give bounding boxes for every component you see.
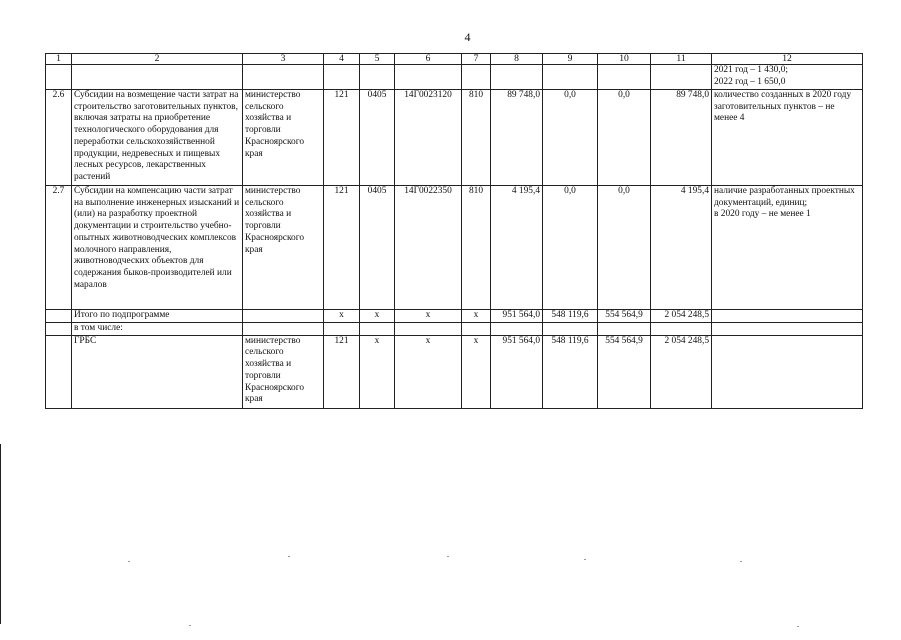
column-header: 6 [395,54,462,65]
row-result [712,323,863,336]
row-col10: 554 564,9 [598,335,651,408]
row-name: Итого по подпрограмме [72,310,243,323]
row-col4: х [324,310,360,323]
scan-speck [128,561,130,562]
column-header: 5 [360,54,395,65]
row-col8: 951 564,0 [491,310,543,323]
row-ministry: министерство сельского хозяйства и торговли Красноярского края [243,186,324,310]
row-col9: 0,0 [543,90,598,186]
row-ministry [243,323,324,336]
row-col6: х [395,335,462,408]
table-row-total [46,310,863,323]
row-col6: 14Г0023120 [395,90,462,186]
row-col5 [360,323,395,336]
budget-table [45,53,863,409]
row-col11: 4 195,4 [651,186,712,310]
row-col11: 2 054 248,5 [651,335,712,408]
row-col11 [651,323,712,336]
row-number [46,335,72,408]
row-col10: 0,0 [598,90,651,186]
row-col8 [491,323,543,336]
row-col4 [324,323,360,336]
row-ministry: министерство сельского хозяйства и торговли Красноярского края [243,335,324,408]
table-row [46,90,863,186]
row-col5: х [360,310,395,323]
column-header: 2 [72,54,243,65]
row-col9: 548 119,6 [543,310,598,323]
row-result: 2021 год – 1 430,0; 2022 год – 1 650,0 [712,65,863,90]
scan-speck [740,561,742,562]
row-col7: х [462,335,491,408]
column-header: 10 [598,54,651,65]
column-header: 7 [462,54,491,65]
row-result: наличие разработанных проектных документаций, единиц; в 2020 году – не менее 1 [712,186,863,310]
row-col6: 14Г0022350 [395,186,462,310]
row-result: количество созданных в 2020 году заготовительных пунктов – не менее 4 [712,90,863,186]
table-row-grbs [46,335,863,408]
row-col6 [395,323,462,336]
row-number: 2.7 [46,186,72,310]
row-number: 2.6 [46,90,72,186]
column-header: 11 [651,54,712,65]
row-col10: 554 564,9 [598,310,651,323]
row-name [72,65,243,90]
row-col10 [598,65,651,90]
row-col4: 121 [324,90,360,186]
row-col7 [462,65,491,90]
column-header: 9 [543,54,598,65]
row-col4: 121 [324,186,360,310]
row-col8: 89 748,0 [491,90,543,186]
row-result [712,310,863,323]
table-row [46,186,863,310]
row-col5 [360,65,395,90]
row-ministry: министерство сельского хозяйства и торговли Красноярского края [243,90,324,186]
row-col5: 0405 [360,90,395,186]
row-name: Субсидии на возмещение части затрат на строительство заготовительных пунктов, включая затраты на приобретение технологического оборудования для переработки сельскохозяйственной продукции, недревесных и пищевых лесных ресурсов, лекарственных растений [72,90,243,186]
row-name: ГРБС [72,335,243,408]
row-col6 [395,65,462,90]
row-col8: 951 564,0 [491,335,543,408]
row-col6: х [395,310,462,323]
column-header: 4 [324,54,360,65]
row-number [46,310,72,323]
row-col4: 121 [324,335,360,408]
row-col9: 0,0 [543,186,598,310]
column-header: 12 [712,54,863,65]
row-col11 [651,65,712,90]
scan-speck [797,626,799,627]
scan-speck [288,556,290,557]
scan-speck [447,556,449,557]
row-col5: 0405 [360,186,395,310]
column-header: 1 [46,54,72,65]
row-ministry [243,310,324,323]
table-row-including [46,323,863,336]
row-number [46,65,72,90]
row-col10: 0,0 [598,186,651,310]
column-header: 3 [243,54,324,65]
row-col9 [543,323,598,336]
row-col7: 810 [462,90,491,186]
row-col8 [491,65,543,90]
column-number-row [46,54,863,65]
row-col11: 2 054 248,5 [651,310,712,323]
row-col10 [598,323,651,336]
row-ministry [243,65,324,90]
table-row [46,65,863,90]
column-header: 8 [491,54,543,65]
row-col9 [543,65,598,90]
scan-speck [189,625,191,626]
row-col7 [462,323,491,336]
row-col7: х [462,310,491,323]
row-name: Субсидии на компенсацию части затрат на выполнение инженерных изысканий и (или) на разработку проектной документации и строительство учебно-опытных животноводческих комплексов молочного направления, животноводческих объектов для содержания быков-производителей или маралов [72,186,243,310]
row-col11: 89 748,0 [651,90,712,186]
scan-speck [584,559,586,560]
row-col9: 548 119,6 [543,335,598,408]
row-result [712,335,863,408]
row-name: в том числе: [72,323,243,336]
row-col5: х [360,335,395,408]
page-number: 4 [464,30,471,44]
row-number [46,323,72,336]
row-col7: 810 [462,186,491,310]
row-col4 [324,65,360,90]
scan-edge-line [0,444,1,624]
row-col8: 4 195,4 [491,186,543,310]
